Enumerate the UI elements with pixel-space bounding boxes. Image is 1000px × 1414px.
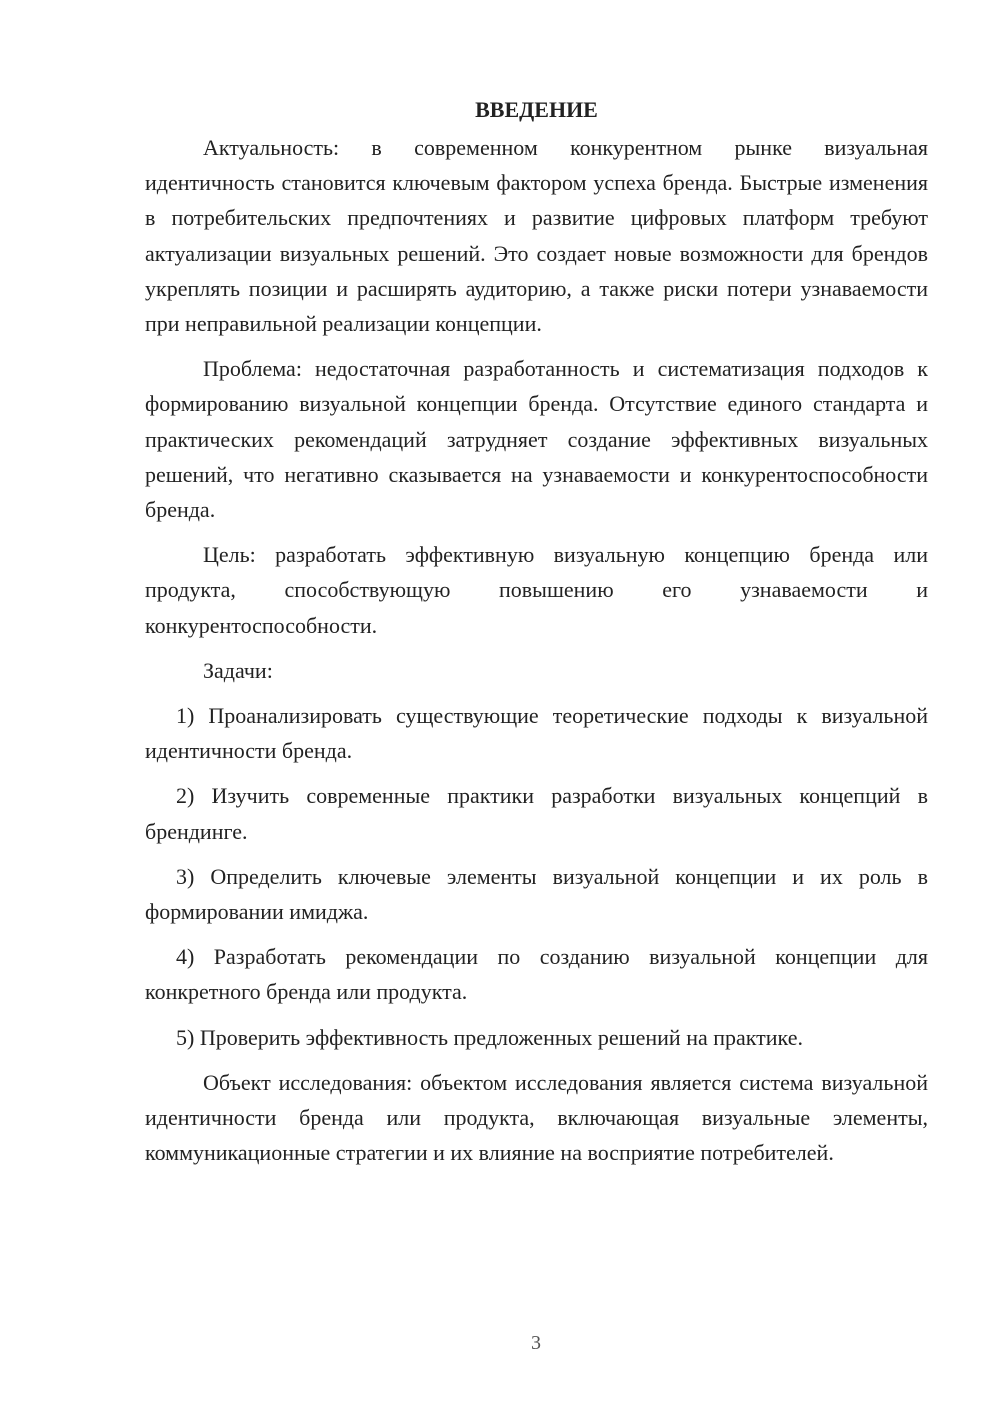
paragraph-goal: Цель: разработать эффективную визуальную концепцию бренда или продукта, способствующую повышению его узнаваемости и конкурентоспособности. bbox=[145, 542, 928, 638]
task-item-1: 1) Проанализировать существующие теоретические подходы к визуальной идентичности бренда. bbox=[145, 703, 928, 764]
task-item-5: 5) Проверить эффективность предложенных решений на практике. bbox=[176, 1024, 803, 1050]
task-item-4: 4) Разработать рекомендации по созданию визуальной концепции для конкретного бренда или продукта. bbox=[145, 944, 928, 1005]
document-page bbox=[145, 92, 928, 1180]
section-title: ВВЕДЕНИЕ bbox=[475, 97, 598, 122]
task-item-2: 2) Изучить современные практики разработки визуальных концепций в брендинге. bbox=[145, 783, 928, 844]
paragraph-tasks-label: Задачи: bbox=[203, 657, 273, 683]
page-number: 3 bbox=[531, 1332, 541, 1354]
task-item-3: 3) Определить ключевые элементы визуальной концепции и их роль в формировании имиджа. bbox=[145, 863, 928, 925]
paragraph-problem: Проблема: недостаточная разработанность и систематизация подходов к формированию визуальной концепции бренда. Отсутствие единого стандарта и практических рекомендаций затрудняет создание эффективных визуальных решений, что негативно сказывается на узнаваемости и конкурентоспособности бренда. bbox=[145, 356, 928, 523]
paragraph-object: Объект исследования: объектом исследования является система визуальной идентичности бренда или продукта, включающая визуальные элементы, коммуникационные стратегии и их влияние на восприятие потребителей. bbox=[145, 1069, 928, 1166]
paragraph-relevance: Актуальность: в современном конкурентном рынке визуальная идентичность становится ключевым фактором успеха бренда. Быстрые изменения в потребительских предпочтениях и развитие цифровых платформ требуют актуализации визуальных решений. Это создает новые возможности для брендов укреплять позиции и расширять аудиторию, а также риски потери узнаваемости при неправильной реализации концепции. bbox=[145, 135, 928, 337]
